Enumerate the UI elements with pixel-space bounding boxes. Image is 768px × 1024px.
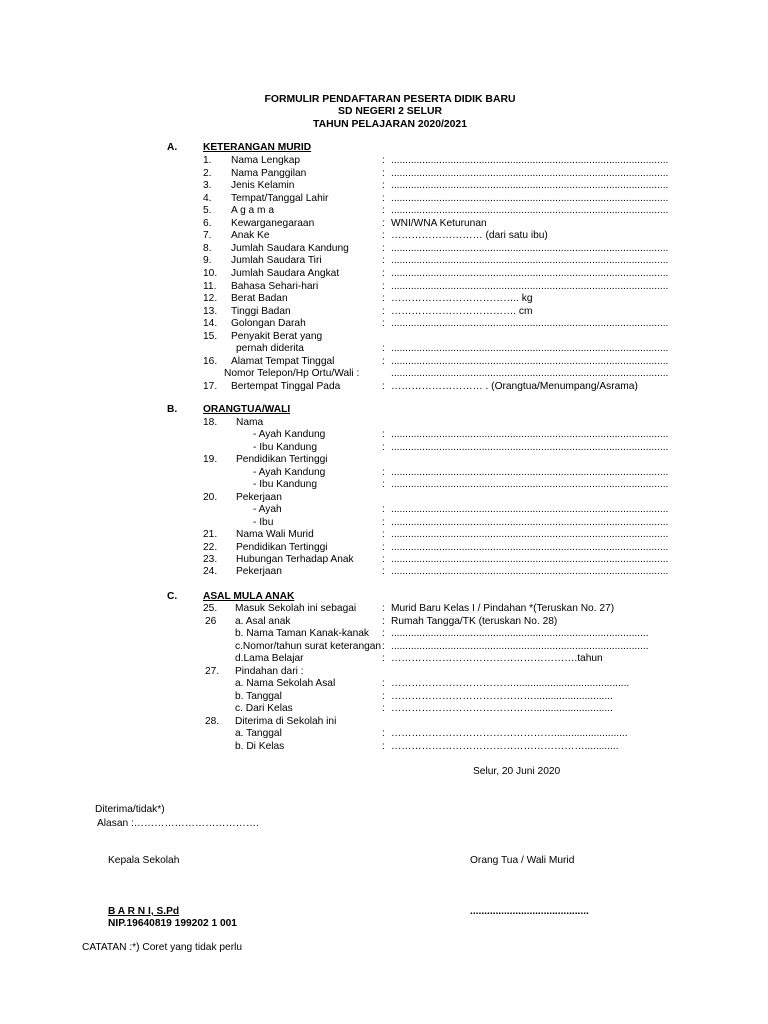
row-label: - Ibu: [253, 516, 274, 528]
row-label: c.Nomor/tahun surat keterangan: [235, 640, 382, 652]
row-colon: :: [382, 615, 385, 627]
accepted-label: Diterima/tidak*): [95, 804, 165, 815]
row-colon: :: [382, 217, 385, 229]
row-value-field[interactable]: ..................................................................................................: [391, 368, 669, 380]
row-label: d.Lama Belajar: [235, 653, 304, 664]
title-line-3: TAHUN PELAJARAN 2020/2021: [313, 119, 467, 130]
section-a-title: KETERANGAN MURID: [203, 142, 312, 153]
row-colon: :: [382, 205, 385, 217]
row-colon: :: [382, 466, 385, 478]
row-value-field[interactable]: ..................................................................................................: [391, 255, 669, 267]
row-label: Nomor Telepon/Hp Ortu/Wali :: [224, 368, 360, 380]
row-label: Pendidikan Tertinggi: [236, 454, 328, 466]
principal-nip: NIP.19640819 199202 1 001: [108, 918, 237, 929]
row-value-field[interactable]: ………………………………. cm: [391, 305, 533, 317]
row-label: Jenis Kelamin: [231, 180, 295, 192]
row-value-field[interactable]: ..................................................................................................: [391, 516, 669, 528]
section-c-title: ASAL MULA ANAK: [203, 591, 295, 602]
row-number: 15.: [203, 330, 218, 342]
row-value-field[interactable]: ..................................................................................................: [391, 192, 669, 204]
row-label: - Ibu Kandung: [253, 479, 318, 491]
row-colon: :: [382, 355, 385, 367]
row-colon: :: [382, 728, 385, 739]
row-label: Jumlah Saudara Angkat: [231, 267, 340, 279]
section-a-letter: A.: [167, 142, 178, 153]
row-number: 17.: [203, 380, 218, 392]
row-label: a. Tanggal: [235, 728, 282, 739]
row-value-field[interactable]: ...........................................................................................: [391, 640, 649, 652]
row-value-field[interactable]: ……………………………….. kg: [391, 293, 533, 305]
row-label: Anak Ke: [231, 230, 270, 242]
title-line-1: FORMULIR PENDAFTARAN PESERTA DIDIK BARU: [264, 94, 516, 105]
row-colon: :: [382, 441, 385, 453]
row-value-field[interactable]: ..................................................................................................: [391, 242, 669, 254]
row-number: 13.: [203, 305, 218, 317]
row-label: Bahasa Sehari-hari: [231, 280, 319, 292]
row-number: 22.: [203, 541, 218, 553]
row-number: 14.: [203, 318, 218, 330]
row-number: 10.: [203, 267, 218, 279]
row-colon: :: [382, 255, 385, 267]
title-line-2: SD NEGERI 2 SELUR: [338, 106, 442, 117]
row-value-field[interactable]: …………………………………………………............: [391, 740, 619, 752]
row-label: Nama Panggilan: [231, 167, 307, 179]
row-label: pernah diderita: [236, 343, 304, 355]
row-colon: :: [382, 429, 385, 441]
row-colon: :: [382, 192, 385, 204]
row-label: Tempat/Tanggal Lahir: [231, 192, 329, 204]
row-label: Pendidikan Tertinggi: [236, 541, 328, 553]
row-label: Pekerjaan: [236, 566, 282, 578]
row-label: a. Asal anak: [235, 615, 291, 627]
row-number: 20.: [203, 491, 218, 503]
row-label: Tinggi Badan: [231, 305, 291, 317]
row-colon: :: [382, 180, 385, 192]
row-colon: :: [382, 678, 385, 689]
row-label: Pindahan dari :: [235, 665, 304, 677]
row-colon: :: [382, 343, 385, 355]
row-value-field[interactable]: ..................................................................................................: [391, 541, 669, 553]
row-value-field[interactable]: ..................................................................................................: [391, 466, 669, 478]
reason-field: Alasan :……………………………….: [97, 818, 259, 829]
row-value-field[interactable]: ..................................................................................................: [391, 318, 669, 330]
row-value-field[interactable]: ..................................................................................................: [391, 429, 669, 441]
row-label: Alamat Tempat Tinggal: [231, 355, 335, 367]
row-value-field[interactable]: ..................................................................................................: [391, 280, 669, 292]
row-value-field[interactable]: ..................................................................................................: [391, 529, 669, 541]
row-colon: :: [382, 740, 385, 752]
row-value-field[interactable]: ..................................................................................................: [391, 267, 669, 279]
row-value-field[interactable]: ……………………………………………….tahun: [391, 653, 603, 664]
row-value-field[interactable]: ..................................................................................................: [391, 441, 669, 453]
row-label: Pekerjaan: [236, 491, 282, 503]
row-number: 16.: [203, 355, 218, 367]
row-value-field[interactable]: ...........................................................................................: [391, 628, 649, 639]
row-label: Berat Badan: [231, 293, 288, 305]
row-label: b. Tanggal: [235, 690, 282, 702]
row-value-field[interactable]: ..................................................................................................: [391, 504, 669, 516]
row-label: Jumlah Saudara Kandung: [231, 242, 349, 254]
row-number: 21.: [203, 529, 218, 541]
row-label: Penyakit Berat yang: [231, 330, 323, 342]
row-value-field[interactable]: ..................................................................................................: [391, 155, 669, 166]
row-value-field[interactable]: ..................................................................................................: [391, 479, 669, 491]
row-colon: :: [382, 242, 385, 254]
guardian-signature-line: ..........................................: [470, 906, 589, 917]
row-value-field[interactable]: ……………………… . (Orangtua/Menumpang/Asrama): [391, 380, 638, 392]
guardian-title: Orang Tua / Wali Murid: [470, 855, 575, 866]
row-number: 18.: [203, 417, 218, 428]
row-colon: :: [382, 167, 385, 179]
section-b-title: ORANGTUA/WALI: [203, 404, 291, 415]
row-label: Bertempat Tinggal Pada: [231, 380, 341, 392]
row-number: 1.: [203, 155, 212, 166]
row-colon: :: [382, 653, 385, 664]
row-colon: :: [382, 553, 385, 565]
row-value-field[interactable]: ..................................................................................................: [391, 167, 669, 179]
row-label: - Ayah: [253, 504, 282, 516]
row-value-field[interactable]: WNI/WNA Keturunan: [391, 217, 487, 229]
row-number: 4.: [203, 192, 212, 204]
row-label: Golongan Darah: [231, 318, 306, 330]
row-label: Nama Wali Murid: [236, 529, 314, 541]
row-label: c. Dari Kelas: [235, 703, 293, 714]
note: CATATAN :*) Coret yang tidak perlu: [82, 942, 243, 953]
row-colon: :: [382, 541, 385, 553]
row-colon: :: [382, 267, 385, 279]
row-number: 19.: [203, 454, 218, 466]
row-colon: :: [382, 230, 385, 242]
row-number: 8.: [203, 242, 212, 254]
row-number: 27.: [205, 665, 220, 677]
row-label: - Ayah Kandung: [253, 429, 326, 441]
row-value-field[interactable]: ……………………………….........................................: [391, 678, 630, 689]
row-label: - Ayah Kandung: [253, 466, 326, 478]
row-value-field[interactable]: ..................................................................................................: [391, 343, 669, 355]
row-label: Kewarganegaraan: [231, 217, 315, 229]
row-label: Jumlah Saudara Tiri: [231, 255, 322, 267]
row-value-field[interactable]: ……………………… (dari satu ibu): [391, 230, 548, 242]
row-number: 11.: [203, 280, 217, 292]
row-colon: :: [382, 280, 385, 292]
row-colon: :: [382, 380, 385, 392]
row-number: 6.: [203, 217, 212, 229]
row-value-field[interactable]: ……………………………………............................: [391, 690, 613, 702]
row-colon: :: [382, 516, 385, 528]
row-label: b. Nama Taman Kanak-kanak: [235, 628, 370, 639]
row-label: Hubungan Terhadap Anak: [236, 553, 354, 565]
row-value-field[interactable]: Rumah Tangga/TK (teruskan No. 28): [391, 615, 558, 627]
row-label: Nama Lengkap: [231, 155, 301, 166]
row-label: Masuk Sekolah ini sebagai: [235, 603, 357, 614]
place-date: Selur, 20 Juni 2020: [473, 766, 561, 777]
row-value-field[interactable]: ..................................................................................................: [391, 205, 669, 217]
row-colon: :: [382, 529, 385, 541]
row-value-field[interactable]: Murid Baru Kelas I / Pindahan *(Teruskan No. 27): [391, 603, 615, 614]
section-c-letter: C.: [167, 591, 178, 602]
row-colon: :: [382, 155, 385, 166]
row-colon: :: [382, 293, 385, 305]
row-number: 2.: [203, 167, 212, 179]
row-number: 5.: [203, 205, 212, 217]
principal-title: Kepala Sekolah: [108, 855, 180, 866]
row-colon: :: [382, 703, 385, 714]
row-value-field[interactable]: ……………………………………............................: [391, 703, 613, 714]
row-number: 28.: [205, 715, 220, 727]
row-value-field[interactable]: ..................................................................................................: [391, 355, 669, 367]
row-label: Diterima di Sekolah ini: [235, 715, 337, 727]
row-colon: :: [382, 628, 385, 639]
row-colon: :: [382, 566, 385, 578]
row-colon: :: [382, 305, 385, 317]
row-value-field[interactable]: ..................................................................................................: [391, 566, 669, 578]
row-colon: :: [382, 479, 385, 491]
row-label: Nama: [236, 417, 264, 428]
row-colon: :: [382, 690, 385, 702]
row-label: a. Nama Sekolah Asal: [235, 678, 336, 689]
section-b-letter: B.: [167, 404, 178, 415]
row-number: 25.: [203, 603, 218, 614]
principal-name: B A R N I, S.Pd: [108, 906, 180, 917]
row-value-field[interactable]: ..................................................................................................: [391, 553, 669, 565]
row-colon: :: [382, 603, 385, 614]
row-label: - Ibu Kandung: [253, 441, 318, 453]
row-number: 7.: [203, 230, 212, 242]
row-number: 26: [205, 615, 217, 627]
row-label: b. Di Kelas: [235, 740, 285, 752]
row-label: A g a m a: [231, 205, 275, 217]
row-number: 3.: [203, 180, 212, 192]
row-value-field[interactable]: ..................................................................................................: [391, 180, 669, 192]
row-value-field[interactable]: …………………………………………..........................: [391, 728, 628, 739]
row-number: 12.: [203, 293, 218, 305]
row-colon: :: [382, 504, 385, 516]
row-colon: :: [382, 318, 385, 330]
row-number: 9.: [203, 255, 212, 267]
row-number: 24.: [203, 566, 218, 578]
row-number: 23.: [203, 553, 218, 565]
row-colon: :: [382, 640, 385, 652]
